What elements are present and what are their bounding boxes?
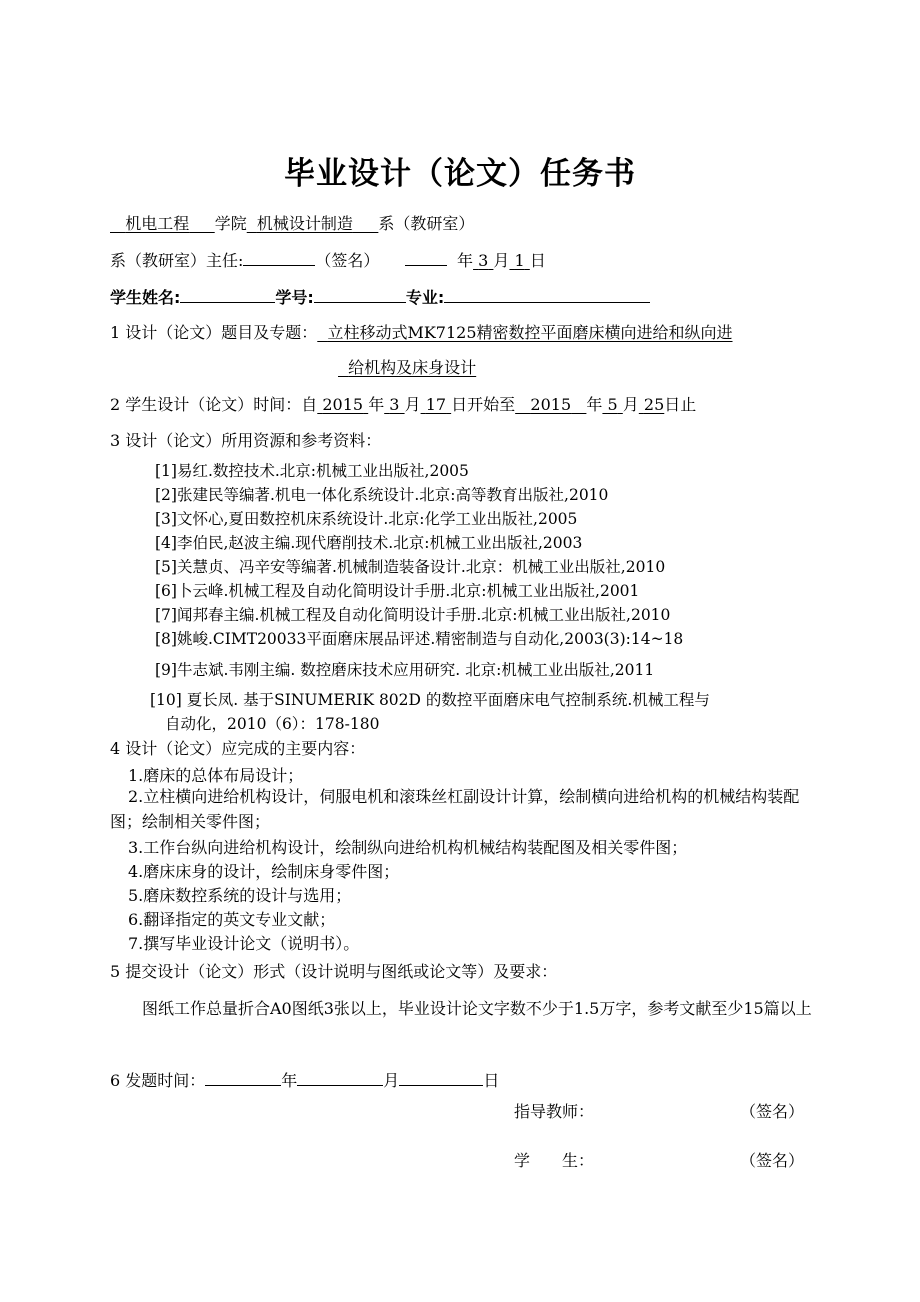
start-day-suffix: 日开始至 — [451, 395, 516, 414]
reference-item: [3]文怀心,夏田数控机床系统设计.北京:化学工业出版社,2005 — [155, 510, 578, 528]
year-suffix: 年 — [457, 251, 474, 270]
issue-month-suffix: 月 — [383, 1071, 400, 1090]
day-suffix: 日 — [529, 251, 546, 270]
end-year-suffix: 年 — [586, 395, 603, 414]
student-signature[interactable]: （签名） — [740, 1151, 805, 1170]
reference-item-10: [10] 夏长凤. 基于SINUMERIK 802D 的数控平面磨床电气控制系统.机械工程与 — [150, 691, 710, 709]
end-day: 25 — [643, 395, 665, 414]
department-line — [110, 214, 474, 234]
end-year: 2015 — [530, 395, 572, 414]
reference-item: [7]闻邦春主编.机械工程及自动化简明设计手册.北京:机械工业出版社,2010 — [155, 606, 671, 624]
section-4-label: 4 设计（论文）应完成的主要内容： — [110, 739, 366, 758]
start-year-suffix: 年 — [368, 395, 385, 414]
content-item-5: 5.磨床数控系统的设计与选用； — [128, 886, 352, 905]
department-suffix: 系（教研室） — [378, 214, 475, 233]
advisor-signature[interactable]: （签名） — [740, 1102, 805, 1121]
issue-day-suffix: 日 — [483, 1071, 500, 1090]
student-info-line — [110, 287, 650, 308]
major-label: 专业: — [405, 288, 445, 307]
start-day: 17 — [425, 395, 447, 414]
section-2-label: 2 学生设计（论文）时间：自 — [110, 395, 318, 414]
issue-year-blank[interactable] — [205, 1070, 281, 1086]
content-item-2: 2.立柱横向进给机构设计，伺服电机和滚珠丝杠副设计计算，绘制横向进给机构的机械结构装配图；绘制相关零件图； — [110, 787, 800, 831]
student-label: 学 生： — [514, 1151, 595, 1170]
section-6-issue-date — [110, 1070, 499, 1091]
section-5-label: 5 提交设计（论文）形式（设计说明与图纸或论文等）及要求： — [110, 962, 558, 981]
reference-item: [4]李伯民,赵波主编.现代磨削技术.北京:机械工业出版社,2003 — [155, 534, 583, 552]
reference-item: [6]卜云峰.机械工程及自动化简明设计手册.北京:机械工业出版社,2001 — [155, 582, 640, 600]
content-item-3: 3.工作台纵向进给机构设计，绘制纵向进给机构机械结构装配图及相关零件图； — [128, 838, 688, 857]
reference-item: [2]张建民等编著.机电一体化系统设计.北京:高等教育出版社,2010 — [155, 486, 609, 504]
end-month: 5 — [607, 395, 618, 414]
section-2-time — [110, 395, 696, 415]
section-3-label: 3 设计（论文）所用资源和参考资料： — [110, 431, 382, 450]
section-6-label: 6 发题时间： — [110, 1071, 206, 1090]
reference-item: [1]易红.数控技术.北京:机械工业出版社,2005 — [155, 462, 469, 480]
student-id-blank[interactable] — [314, 287, 406, 303]
start-year: 2015 — [322, 395, 364, 414]
college-name: 机电工程 — [125, 214, 190, 233]
issue-month-blank[interactable] — [297, 1070, 383, 1086]
director-line — [110, 250, 546, 271]
issue-year-suffix: 年 — [281, 1071, 298, 1090]
topic-line-1: 立柱移动式MK7125精密数控平面磨床横向进给和纵向进 — [327, 323, 733, 342]
section-1-label: 1 设计（论文）题目及专题： — [110, 323, 318, 342]
document-title: 毕业设计（论文）任务书 — [284, 156, 636, 192]
content-item-6: 6.翻译指定的英文专业文献； — [128, 910, 336, 929]
section-5-requirements: 图纸工作总量折合A0图纸3张以上，毕业设计论文字数不少于1.5万字，参考文献至少15篇以上 — [142, 999, 812, 1018]
student-id-label: 学号: — [275, 288, 314, 307]
advisor-label: 指导教师： — [514, 1102, 595, 1121]
reference-item: [9]牛志斌.韦刚主编. 数控磨床技术应用研究. 北京:机械工业出版社,2011 — [155, 661, 655, 679]
major-blank[interactable] — [444, 287, 650, 303]
director-sign-label: （签名） — [315, 251, 380, 270]
director-day: 1 — [514, 251, 525, 270]
student-name-blank[interactable] — [180, 287, 275, 303]
content-item-4: 4.磨床床身的设计，绘制床身零件图； — [128, 862, 400, 881]
director-month: 3 — [478, 251, 489, 270]
content-item-1: 1.磨床的总体布局设计； — [128, 766, 304, 785]
reference-item: [5]关慧贞、冯辛安等编著.机械制造装备设计.北京：机械工业出版社,2010 — [155, 558, 666, 576]
section-1-topic — [110, 323, 733, 343]
director-year-blank[interactable] — [405, 250, 447, 266]
start-month-suffix: 月 — [404, 395, 421, 414]
department-name: 机械设计制造 — [256, 214, 353, 233]
reference-item: [8]姚峻.CIMT20033平面磨床展品评述.精密制造与自动化,2003(3):14~18 — [155, 630, 684, 648]
month-suffix: 月 — [493, 251, 510, 270]
issue-day-blank[interactable] — [399, 1070, 483, 1086]
college-suffix: 学院 — [214, 214, 247, 233]
topic-line-2: 给机构及床身设计 — [348, 358, 477, 377]
reference-item-10-continued: 自动化，2010（6）：178-180 — [165, 715, 380, 733]
director-signature-blank[interactable] — [243, 250, 315, 266]
start-month: 3 — [389, 395, 400, 414]
section-1-topic-continued — [338, 358, 476, 378]
content-item-7: 7.撰写毕业设计论文（说明书）。 — [128, 934, 360, 953]
end-day-suffix: 日止 — [664, 395, 697, 414]
student-name-label: 学生姓名: — [110, 288, 181, 307]
end-month-suffix: 月 — [622, 395, 639, 414]
director-label: 系（教研室）主任: — [110, 251, 244, 270]
